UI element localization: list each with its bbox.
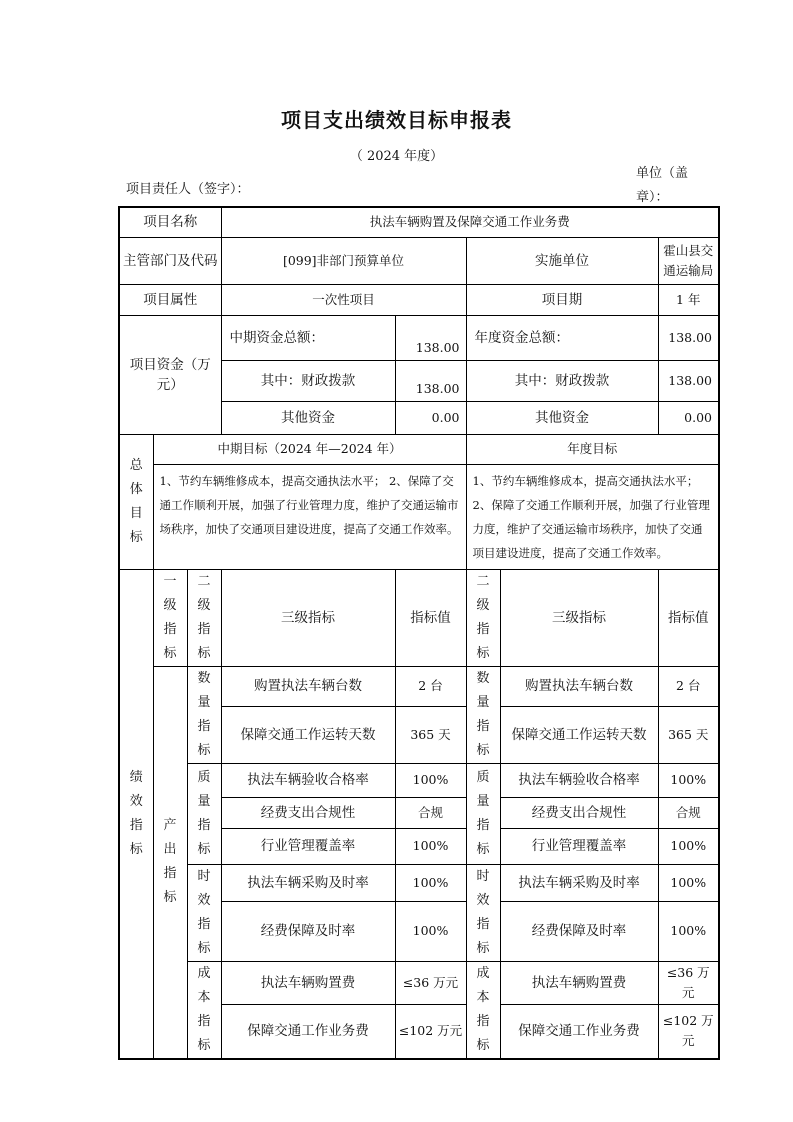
- indicator-name: 经费保障及时率: [221, 901, 395, 961]
- project-funds-label: 项目资金（万元）: [119, 315, 221, 434]
- mid-total-label: 中期资金总额：: [221, 315, 395, 360]
- annual-level2-header: 二 级 指 标: [466, 569, 500, 666]
- indicator-name: 经费支出合规性: [221, 797, 395, 828]
- annual-goal-text: 1、节约车辆维修成本，提高交通执法水平；2、保障了交通工作顺利开展，加强了行业管理力度，维护了交通运输市场秩序，加快了交通项目建设进度，提高了交通工作效率。: [466, 464, 719, 569]
- indicator-name-annual: 经费支出合规性: [500, 797, 658, 828]
- project-name-label: 项目名称: [119, 207, 221, 237]
- indicator-name-annual: 执法车辆验收合格率: [500, 763, 658, 797]
- annual-goal-header: 年度目标: [466, 434, 719, 464]
- indicator-name-annual: 经费保障及时率: [500, 901, 658, 961]
- annual-cost-indicator-label: 成 本 指 标: [466, 961, 500, 1059]
- row-goal-headers: [119, 434, 719, 464]
- performance-goal-table: [118, 206, 720, 1060]
- indicator-row: [119, 864, 719, 901]
- project-attribute-value: 一次性项目: [221, 284, 466, 315]
- indicator-name: 行业管理覆盖率: [221, 828, 395, 864]
- implementing-unit-label: 实施单位: [466, 237, 658, 284]
- indicator-mid-value: 100%: [395, 763, 466, 797]
- annual-fiscal-value: 138.00: [658, 360, 719, 401]
- mid-other-value: 0.00: [395, 401, 466, 434]
- indicator-name-annual: 执法车辆购置费: [500, 961, 658, 1004]
- indicator-mid-value: 100%: [395, 828, 466, 864]
- indicator-mid-value: 2 台: [395, 666, 466, 707]
- row-indicator-headers: [119, 569, 719, 666]
- indicator-mid-value: 合规: [395, 797, 466, 828]
- responsible-label: 项目责任人（签字）：: [126, 182, 250, 197]
- mid-goal-header: 中期目标（2024 年—2024 年）: [153, 434, 466, 464]
- project-period-label: 项目期: [466, 284, 658, 315]
- row-project-name: [119, 207, 719, 237]
- indicator-row: [119, 666, 719, 707]
- indicator-name: 保障交通工作运转天数: [221, 707, 395, 763]
- mid-total-value: 138.00: [395, 315, 466, 360]
- indicator-annual-value: 100%: [658, 763, 719, 797]
- indicator-name-annual: 保障交通工作业务费: [500, 1004, 658, 1059]
- indicator-name: 执法车辆采购及时率: [221, 864, 395, 901]
- annual-fiscal-label: 其中：财政拨款: [466, 360, 658, 401]
- indicator-mid-value: ≤36 万元: [395, 961, 466, 1004]
- annual-total-label: 年度资金总额：: [466, 315, 658, 360]
- mid-fiscal-label: 其中：财政拨款: [221, 360, 395, 401]
- time-indicator-label: 时 效 指 标: [187, 864, 221, 961]
- indicator-annual-value: 100%: [658, 864, 719, 901]
- project-attribute-label: 项目属性: [119, 284, 221, 315]
- annual-time-indicator-label: 时 效 指 标: [466, 864, 500, 961]
- annual-other-value: 0.00: [658, 401, 719, 434]
- page-title: 项目支出绩效目标申报表: [281, 108, 512, 132]
- indicator-mid-value: 100%: [395, 864, 466, 901]
- indicator-name-annual: 购置执法车辆台数: [500, 666, 658, 707]
- indicator-row: [119, 763, 719, 797]
- level3-header: 三级指标: [221, 569, 395, 666]
- indicator-mid-value: ≤102 万元: [395, 1004, 466, 1059]
- indicator-name-annual: 保障交通工作运转天数: [500, 707, 658, 763]
- row-fund-total: [119, 315, 719, 360]
- annual-level3-header: 三级指标: [500, 569, 658, 666]
- implementing-unit-value: 霍山县交通运输局: [658, 237, 719, 284]
- indicator-row: [119, 961, 719, 1004]
- quantity-indicator-label: 数 量 指 标: [187, 666, 221, 763]
- annual-quality-indicator-label: 质 量 指 标: [466, 763, 500, 864]
- row-goal-text: [119, 464, 719, 569]
- unit-label: 单位（盖章）：: [636, 166, 689, 205]
- value-header: 指标值: [395, 569, 466, 666]
- indicator-annual-value: 合规: [658, 797, 719, 828]
- indicator-annual-value: 100%: [658, 901, 719, 961]
- indicator-name-annual: 执法车辆采购及时率: [500, 864, 658, 901]
- mid-fiscal-value: 138.00: [395, 360, 466, 401]
- annual-value-header: 指标值: [658, 569, 719, 666]
- indicator-name: 执法车辆购置费: [221, 961, 395, 1004]
- department-label: 主管部门及代码: [119, 237, 221, 284]
- project-period-value: 1 年: [658, 284, 719, 315]
- indicator-annual-value: 100%: [658, 828, 719, 864]
- cost-indicator-label: 成 本 指 标: [187, 961, 221, 1059]
- indicator-annual-value: ≤102 万元: [658, 1004, 719, 1059]
- indicator-name: 执法车辆验收合格率: [221, 763, 395, 797]
- indicator-annual-value: ≤36 万元: [658, 961, 719, 1004]
- level2-header: 二 级 指 标: [187, 569, 221, 666]
- indicator-mid-value: 365 天: [395, 707, 466, 763]
- performance-indicator-label: 绩 效 指 标: [119, 569, 153, 1059]
- indicator-name: 保障交通工作业务费: [221, 1004, 395, 1059]
- annual-total-value: 138.00: [658, 315, 719, 360]
- output-indicator-label: 产 出 指 标: [153, 666, 187, 1059]
- overall-goal-label: 总 体 目 标: [119, 434, 153, 569]
- year-line: （ 2024 年度）: [349, 149, 444, 164]
- annual-quantity-indicator-label: 数 量 指 标: [466, 666, 500, 763]
- department-value: [099]非部门预算单位: [221, 237, 466, 284]
- quality-indicator-label: 质 量 指 标: [187, 763, 221, 864]
- indicator-mid-value: 100%: [395, 901, 466, 961]
- mid-goal-text: 1、节约车辆维修成本，提高交通执法水平； 2、保障了交通工作顺利开展，加强了行业管理力度，维护了交通运输市场秩序，加快了交通项目建设进度，提高了交通工作效率。: [153, 464, 466, 569]
- mid-other-label: 其他资金: [221, 401, 395, 434]
- row-attribute: [119, 284, 719, 315]
- indicator-name: 购置执法车辆台数: [221, 666, 395, 707]
- indicator-annual-value: 365 天: [658, 707, 719, 763]
- indicator-name-annual: 行业管理覆盖率: [500, 828, 658, 864]
- indicator-annual-value: 2 台: [658, 666, 719, 707]
- project-name-value: 执法车辆购置及保障交通工作业务费: [221, 207, 719, 237]
- row-department: [119, 237, 719, 284]
- annual-other-label: 其他资金: [466, 401, 658, 434]
- level1-header: 一 级 指 标: [153, 569, 187, 666]
